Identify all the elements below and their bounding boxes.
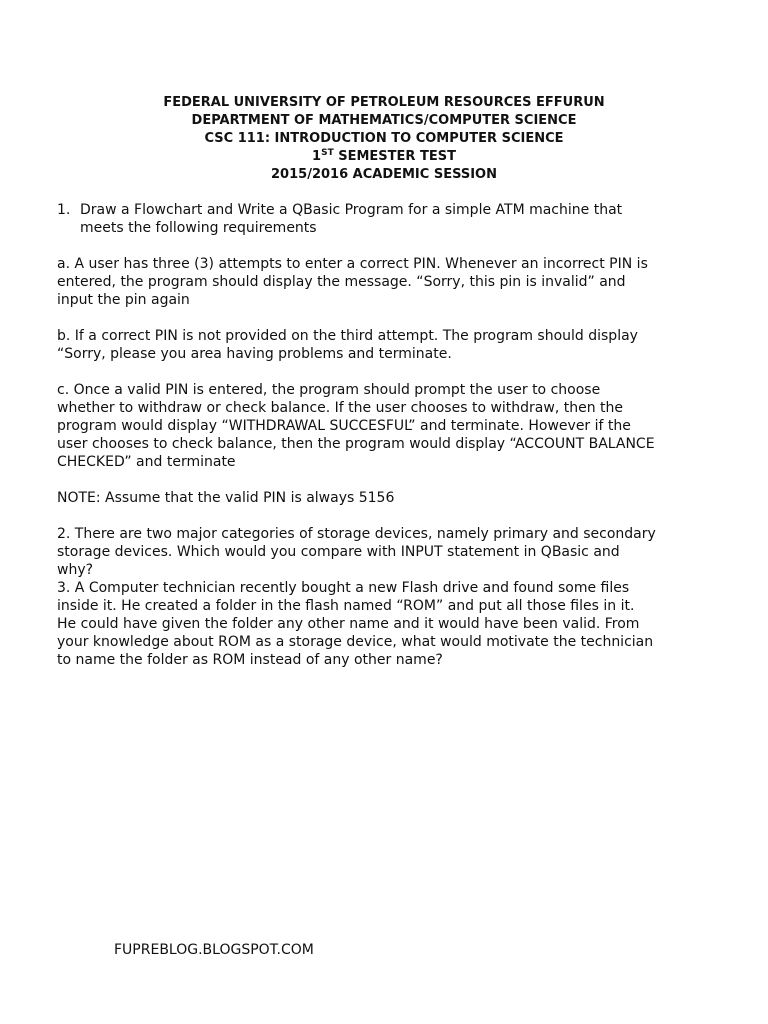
department-name: DEPARTMENT OF MATHEMATICS/COMPUTER SCIENCE (191, 113, 577, 128)
question-1-text: Draw a Flowchart and Write a QBasic Program for a simple ATM machine that meets the following requirements (80, 202, 623, 236)
question-1-part-a: a. A user has three (3) attempts to enter a correct PIN. Whenever an incorrect PIN is entered, the program should display the message. “Sorry, this pin is invalid” and input the pin again (57, 256, 648, 308)
document-header (0, 94, 768, 184)
question-1-number: 1. (57, 202, 71, 218)
semester-test-label: SEMESTER TEST (333, 149, 456, 164)
university-name: FEDERAL UNIVERSITY OF PETROLEUM RESOURCES EFFURUN (163, 95, 605, 110)
question-1-part-b: b. If a correct PIN is not provided on the third attempt. The program should display “Sorry, please you area having problems and terminate. (57, 328, 638, 362)
pin-note: NOTE: Assume that the valid PIN is always 5156 (57, 490, 395, 506)
question-3: 3. A Computer technician recently bought a new Flash drive and found some files inside it. He created a folder in the flash named “ROM” and put all those files in it. He could have given the folder any other name and it would have been valid. From your knowledge about ROM as a storage device, what would motivate the technician to name the folder as ROM instead of any other name? (57, 580, 654, 668)
question-2: 2. There are two major categories of storage devices, namely primary and secondary storage devices. Which would you compare with INPUT statement in QBasic and why? (57, 526, 656, 578)
question-1 (57, 201, 657, 237)
semester-number: 1 (312, 149, 322, 164)
test-title (0, 148, 768, 166)
academic-session: 2015/2016 ACADEMIC SESSION (271, 167, 497, 182)
course-title: CSC 111: INTRODUCTION TO COMPUTER SCIENCE (204, 131, 564, 146)
footer-site-url: FUPREBLOG.BLOGSPOT.COM (114, 942, 314, 958)
question-1-part-c: c. Once a valid PIN is entered, the program should prompt the user to choose whether to withdraw or check balance. If the user chooses to withdraw, then the program would display “WITHDRAWAL SUCCESFUL” and terminate. However if the user chooses to check balance, then the program would display “ACCOUNT BALANCE CHECKED” and terminate (57, 382, 655, 470)
semester-ordinal: ST (321, 148, 334, 158)
